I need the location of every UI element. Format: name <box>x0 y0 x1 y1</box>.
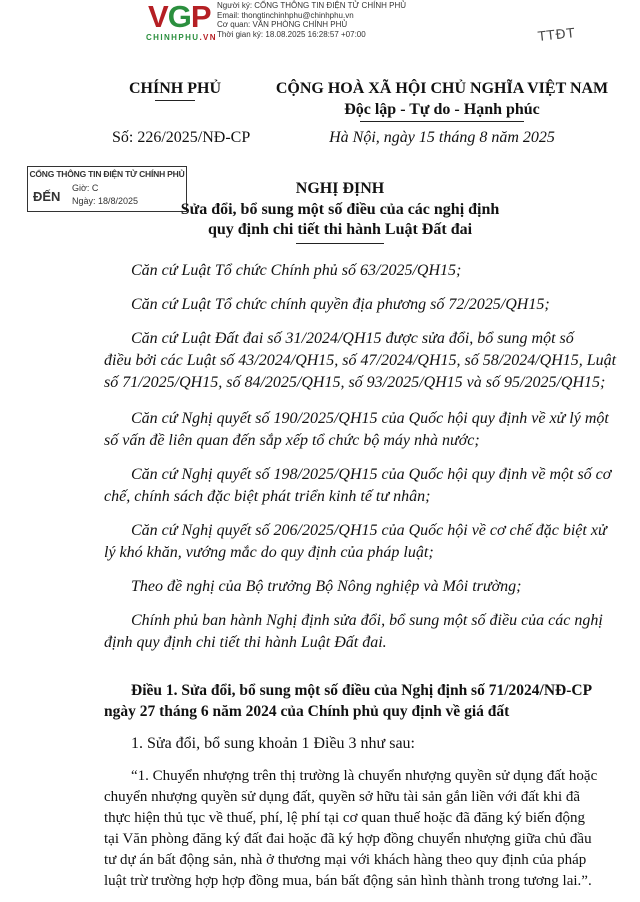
preamble-p6-line2: lý khó khăn, vướng mắc do quy định của pháp luật; <box>104 544 434 561</box>
article1-quote-line3: thực hiện thủ tục về thuế, phí, lệ phí tại cơ quan thuế hoặc đã đăng ký biến động <box>104 810 585 826</box>
preamble-p4-line2: số vấn đề liên quan đến sắp xếp tổ chức bộ máy nhà nước; <box>104 432 480 449</box>
preamble-p8-line2: định quy định chi tiết thi hành Luật Đất đai. <box>104 634 387 651</box>
preamble-p3-line2: điều bởi các Luật số 43/2024/QH15, số 47/2024/QH15, số 58/2024/QH15, Luật <box>104 352 617 369</box>
doc-title-line2: quy định chi tiết thi hành Luật Đất đai <box>207 221 473 238</box>
preamble-p5-line2: chế, chính sách đặc biệt phát triển kinh tế tư nhân; <box>104 488 431 505</box>
issuer: CHÍNH PHỦ <box>129 80 221 97</box>
article1-quote-line1: “1. Chuyển nhượng trên thị trường là chuyển nhượng quyền sử dụng đất hoặc <box>131 768 598 784</box>
stamp-title: CỔNG THÔNG TIN ĐIỆN TỬ CHÍNH PHỦ <box>29 169 185 179</box>
vgp-logo-v: V <box>148 0 168 34</box>
vgp-site-main: CHINHPHU <box>146 33 200 42</box>
motto-underline <box>360 121 524 122</box>
signature-email: Email: thongtinchinhphu@chinhphu.vn <box>217 10 354 20</box>
preamble-p2: Căn cứ Luật Tổ chức chính quyền địa phương số 72/2025/QH15; <box>131 296 550 313</box>
stamp-den: ĐẾN <box>33 189 61 204</box>
doc-type: NGHỊ ĐỊNH <box>295 180 385 197</box>
preamble-p5-line1: Căn cứ Nghị quyết số 198/2025/QH15 của Quốc hội quy định về một số cơ <box>131 466 612 483</box>
preamble-p7: Theo đề nghị của Bộ trưởng Bộ Nông nghiệp và Môi trường; <box>131 578 522 595</box>
title-underline <box>296 243 384 244</box>
article1-heading-line2: ngày 27 tháng 6 năm 2024 của Chính phủ quy định về giá đất <box>104 703 510 720</box>
stamp-time: Giờ: C <box>72 183 99 193</box>
vgp-logo <box>148 2 223 32</box>
article1-quote-line4: tại Văn phòng đăng ký đất đai hoặc đã ký hợp đồng chuyển nhượng giữa chủ đầu <box>104 831 592 847</box>
preamble-p4-line1: Căn cứ Nghị quyết số 190/2025/QH15 của Quốc hội quy định về xử lý một <box>131 410 609 427</box>
stamp-date: Ngày: 18/8/2025 <box>72 196 139 206</box>
vgp-site <box>146 33 217 42</box>
vgp-logo-p: P <box>190 0 211 34</box>
motto: Độc lập - Tự do - Hạnh phúc <box>344 101 540 118</box>
preamble-p8-line1: Chính phủ ban hành Nghị định sửa đổi, bổ sung một số điều của các nghị <box>131 612 603 629</box>
preamble-p6-line1: Căn cứ Nghị quyết số 206/2025/QH15 của Quốc hội về cơ chế đặc biệt xử <box>131 522 607 539</box>
handwritten-mark: TTĐT <box>537 26 577 45</box>
article1-quote-line2: chuyển nhượng quyền sử dụng đất, quyền sở hữu tài sản gắn liền với đất khi đã <box>104 789 581 805</box>
preamble-p3-line3: số 71/2025/QH15, số 84/2025/QH15, số 93/2025/QH15 và số 95/2025/QH15; <box>104 374 606 391</box>
signature-time: Thời gian ký: 18.08.2025 16:28:57 +07:00 <box>217 29 366 39</box>
article1-quote-line6: luật trừ trường hợp hợp đồng mua, bán bất động sản hình thành trong tương lai.”. <box>104 873 592 889</box>
issuer-underline <box>155 100 195 101</box>
article1-clause1: 1. Sửa đổi, bổ sung khoản 1 Điều 3 như sau: <box>131 735 415 752</box>
doc-number: Số: 226/2025/NĐ-CP <box>112 129 251 146</box>
preamble-p1: Căn cứ Luật Tổ chức Chính phủ số 63/2025/QH15; <box>131 262 462 279</box>
place-date: Hà Nội, ngày 15 tháng 8 năm 2025 <box>329 129 555 146</box>
signature-signer: Người ký: CỔNG THÔNG TIN ĐIỆN TỬ CHÍNH PHỦ <box>217 1 407 10</box>
digital-signature-info <box>217 1 406 39</box>
doc-title-line1: Sửa đổi, bổ sung một số điều của các nghị định <box>180 201 500 218</box>
article1-heading-line1: Điều 1. Sửa đổi, bổ sung một số điều của Nghị định số 71/2024/NĐ-CP <box>131 682 593 699</box>
signature-agency: Cơ quan: VĂN PHÒNG CHÍNH PHỦ <box>217 20 348 29</box>
country-name: CỘNG HOÀ XÃ HỘI CHỦ NGHĨA VIỆT NAM <box>275 80 609 97</box>
vgp-logo-g: G <box>167 0 191 34</box>
preamble-p3-line1: Căn cứ Luật Đất đai số 31/2024/QH15 được sửa đổi, bổ sung một số <box>131 330 574 347</box>
article1-quote-line5: tư dự án bất động sản, nhà ở thương mại với khách hàng theo quy định của pháp <box>104 852 587 868</box>
vgp-site-tail: .VN <box>199 33 217 42</box>
